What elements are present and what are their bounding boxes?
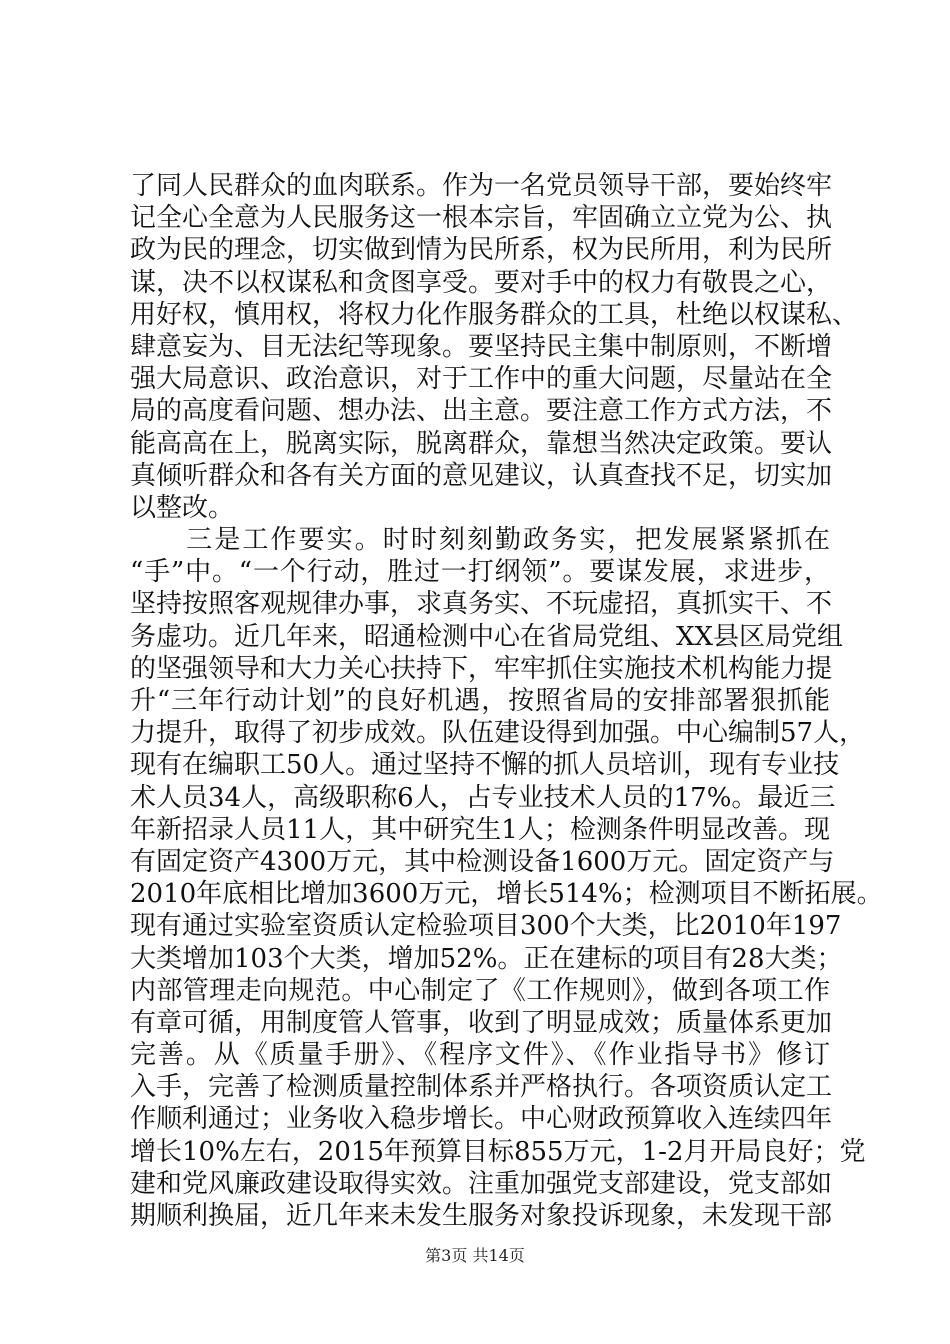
text-line: 了同人民群众的血肉联系。作为一名党员领导干部，要始终牢	[130, 171, 833, 201]
text-line: 谋，决不以权谋私和贪图享受。要对手中的权力有敬畏之心，	[130, 267, 833, 298]
text-line: 强大局意识、政治意识，对于工作中的重大问题，尽量站在全	[130, 364, 833, 395]
text-line: 有章可循，用制度管人管事，收到了明显成效；质量体系更加	[130, 1007, 833, 1038]
page-footer	[0, 1243, 950, 1266]
text-line: 力提升，取得了初步成效。队伍建设得到加强。中心编制57人，	[130, 718, 866, 749]
text-line: 真倾听群众和各有关方面的意见建议，认真查找不足，切实加	[130, 460, 833, 491]
text-line: 肆意妄为、目无法纪等现象。要坚持民主集中制原则，不断增	[130, 331, 833, 362]
document-body	[130, 170, 883, 1232]
text-line: 2010年底相比增加3600万元，增长514%；检测项目不断拓展。	[130, 879, 883, 910]
text-line: 务虚功。近几年来，昭通检测中心在省局党组、XX县区局党组	[130, 621, 844, 652]
text-line: 记全心全意为人民服务这一根本宗旨，牢固确立立党为公、执	[130, 203, 833, 234]
text-line: 有固定资产4300万元，其中检测设备1600万元。固定资产与	[130, 846, 835, 877]
text-line: 内部管理走向规范。中心制定了《工作规则》，做到各项工作	[130, 975, 830, 1006]
text-line: 建和党风廉政建设取得实效。注重加强党支部建设，党支部如	[130, 1168, 833, 1199]
text-line: 期顺利换届，近几年来未发生服务对象投诉现象，未发现干部	[130, 1201, 833, 1231]
text-line: 现有在编职工50人。通过坚持不懈的抓人员培训，现有专业技	[130, 750, 840, 781]
text-line: “手”中。“一个行动，胜过一打纲领”。要谋发展，求进步，	[130, 557, 830, 588]
text-line: 政为民的理念，切实做到情为民所系，权为民所用，利为民所	[130, 235, 833, 266]
paragraph-2	[130, 524, 883, 1232]
text-line: 坚持按照客观规律办事，求真务实、不玩虚招，真抓实干、不	[130, 589, 833, 620]
text-line: 现有通过实验室资质认定检验项目300个大类，比2010年197	[130, 911, 842, 942]
page-number-label: 第3页 共14页	[425, 1246, 525, 1265]
text-line: 入手，完善了检测质量控制体系并严格执行。各项资质认定工	[130, 1072, 833, 1103]
text-line: 作顺利通过；业务收入稳步增长。中心财政预算收入连续四年	[130, 1104, 833, 1135]
text-line: 用好权，慎用权，将权力化作服务群众的工具，杜绝以权谋私、	[130, 299, 859, 330]
paragraph-1	[130, 170, 859, 524]
text-line: 能高高在上，脱离实际，脱离群众，靠想当然决定政策。要认	[130, 428, 833, 459]
text-line: 术人员34人，高级职称6人，占专业技术人员的17%。最近三	[130, 782, 836, 813]
text-line: 年新招录人员11人，其中研究生1人；检测条件明显改善。现	[130, 814, 830, 845]
text-line: 升“三年行动计划”的良好机遇，按照省局的安排部署狠抓能	[130, 686, 830, 716]
text-line: 的坚强领导和大力关心扶持下，牢牢抓住实施技术机构能力提	[130, 653, 833, 684]
text-line: 完善。从《质量手册》、《程序文件》、《作业指导书》修订	[130, 1040, 830, 1071]
text-line: 以整改。	[130, 492, 235, 523]
text-line: 大类增加103个大类，增加52%。正在建标的项目有28大类；	[130, 943, 843, 974]
text-line: 三是工作要实。时时刻刻勤政务实，把发展紧紧抓在	[130, 525, 830, 556]
text-line: 局的高度看问题、想办法、出主意。要注意工作方式方法，不	[130, 396, 833, 427]
text-line: 增长10%左右，2015年预算目标855万元，1-2月开局良好；党	[130, 1136, 866, 1167]
